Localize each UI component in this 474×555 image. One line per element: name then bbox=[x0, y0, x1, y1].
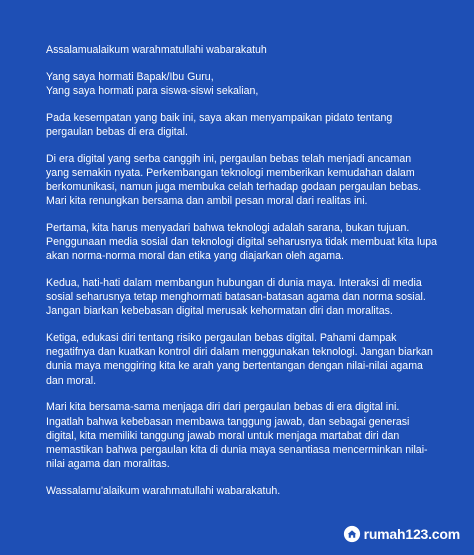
text-line: Yang saya hormati Bapak/Ibu Guru, bbox=[46, 70, 214, 83]
brand-name: rumah123.com bbox=[363, 526, 460, 542]
text-line: Di era digital yang serba canggih ini, pergaulan bebas telah menjadi ancaman bbox=[46, 152, 412, 165]
greeting-opening bbox=[46, 43, 451, 57]
paragraph-third-point bbox=[46, 331, 451, 388]
text-line: Ketiga, edukasi diri tentang risiko pergaulan bebas digital. Pahami dampak bbox=[46, 332, 397, 345]
text-line: Assalamualaikum warahmatullahi wabarakatuh bbox=[46, 44, 267, 56]
text-line: digital, kita memiliki tanggung jawab moral untuk menjaga martabat diri dan bbox=[46, 429, 400, 442]
text-line: yang semakin nyata. Perkembangan teknologi memberikan kemudahan dalam bbox=[46, 166, 415, 179]
text-line: dan moral. bbox=[46, 374, 97, 387]
text-line: sosial seharusnya tetap menghormati batasan-batasan agama dan norma sosial. bbox=[46, 291, 426, 304]
house-pin-icon bbox=[343, 525, 361, 543]
text-line: berkomunikasi, namun juga membuka celah terhadap godaan pergaulan bebas. bbox=[46, 180, 422, 193]
text-line: Jangan biarkan kebebasan digital merusak kehormatan diri dan moralitas. bbox=[46, 305, 393, 318]
text-line: dunia maya menggiring kita ke arah yang bertentangan dengan nilai-nilai agama bbox=[46, 360, 423, 373]
text-line: akan norma-norma moral dan etika yang diajarkan oleh agama. bbox=[46, 250, 344, 263]
text-line: Mari kita renungkan bersama dan ambil pesan moral dari realitas ini. bbox=[46, 195, 368, 208]
greeting-closing bbox=[46, 484, 451, 498]
brand-watermark bbox=[343, 525, 460, 543]
text-line: Kedua, hati-hati dalam membangun hubungan di dunia maya. Interaksi di media bbox=[46, 276, 422, 289]
text-line: Yang saya hormati para siswa-siswi sekalian, bbox=[46, 84, 259, 97]
text-line: Mari kita bersama-sama menjaga diri dari pergaulan bebas di era digital ini. bbox=[46, 401, 400, 414]
paragraph-conclusion bbox=[46, 400, 451, 471]
text-line: Wassalamu'alaikum warahmatullahi wabarakatuh. bbox=[46, 484, 281, 497]
text-line: nilai agama dan moralitas. bbox=[46, 458, 170, 471]
text-line: Pertama, kita harus menyadari bahwa teknologi adalah sarana, bukan tujuan. bbox=[46, 221, 410, 234]
salutation bbox=[46, 70, 451, 98]
text-line: negatifnya dan kuatkan kontrol diri dalam menggunakan teknologi. Jangan biarkan bbox=[46, 346, 433, 359]
speech-text bbox=[46, 43, 451, 511]
paragraph-intro bbox=[46, 111, 451, 139]
text-line: pergaulan bebas di era digital. bbox=[46, 125, 188, 138]
text-line: Pada kesempatan yang baik ini, saya akan menyampaikan pidato tentang bbox=[46, 111, 393, 124]
paragraph-second-point bbox=[46, 276, 451, 319]
text-line: Penggunaan media sosial dan teknologi digital seharusnya tidak membuat kita lupa bbox=[46, 236, 438, 249]
text-line: memastikan bahwa pergaulan kita di dunia maya senantiasa mencerminkan nilai- bbox=[46, 443, 428, 456]
paragraph-first-point bbox=[46, 221, 451, 264]
text-line: Ingatlah bahwa kebebasan membawa tanggung jawab, dan sebagai generasi bbox=[46, 415, 410, 428]
paragraph-context bbox=[46, 152, 451, 209]
